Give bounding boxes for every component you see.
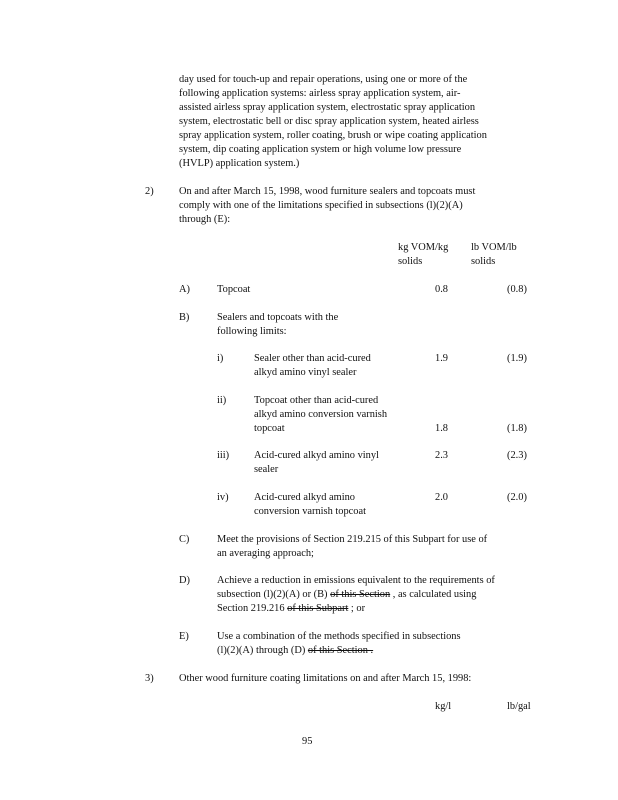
sub-i-line: alkyd amino vinyl sealer [254, 367, 357, 378]
itemD-line [217, 602, 365, 616]
itemC-line: Meet the provisions of Section 219.215 of this Subpart for use of [217, 534, 488, 545]
itemD-letter: D) [179, 575, 190, 586]
sub-iv-lb-value: (2.0) [507, 492, 527, 503]
itemA-letter: A) [179, 284, 190, 295]
col-header-lb-sub: solids [471, 256, 496, 267]
col-header-lb: lb VOM/lb [471, 242, 517, 253]
item2-line: On and after March 15, 1998, wood furniture sealers and topcoats must [179, 186, 476, 197]
itemB-line: Sealers and topcoats with the [217, 312, 339, 323]
sub-ii-kg-value: 1.8 [435, 423, 448, 434]
sub-iii-kg-value: 2.3 [435, 450, 448, 461]
sub-iv-kg-value: 2.0 [435, 492, 448, 503]
itemA-kg-value: 0.8 [435, 284, 448, 295]
sub-iii-lb-value: (2.3) [507, 450, 527, 461]
col-header-kg-sub: solids [398, 256, 423, 267]
itemB-line: following limits: [217, 326, 287, 337]
itemD-struck-text: of this Section [330, 589, 391, 600]
sub-ii-line: alkyd amino conversion varnish [254, 409, 388, 420]
sub-ii-lb-value: (1.8) [507, 423, 527, 434]
item2-line: through (E): [179, 214, 231, 225]
sub-ii-line: topcoat [254, 423, 285, 434]
itemD-text: Section 219.216 [217, 603, 288, 614]
sub-iii-number: iii) [217, 450, 230, 461]
unit-kg-per-liter: kg/l [435, 701, 452, 712]
itemA-lb-value: (0.8) [507, 284, 527, 295]
sub-iv-line: Acid-cured alkyd amino [254, 492, 355, 503]
intro-line: assisted airless spray application system, electrostatic spray application [179, 102, 476, 113]
itemE-text: (l)(2)(A) through (D) [217, 645, 308, 656]
itemE-line [217, 644, 373, 658]
itemE-letter: E) [179, 631, 189, 642]
itemD-text: , as calculated using [390, 589, 477, 600]
intro-line: following application systems: airless spray application system, air- [179, 88, 461, 99]
item2-line: comply with one of the limitations specified in subsections (l)(2)(A) [179, 200, 463, 211]
sub-i-number: i) [217, 353, 224, 364]
intro-line: (HVLP) application system.) [179, 158, 300, 169]
intro-line: system, electrostatic bell or disc spray application system, heated airless [179, 116, 479, 127]
itemA-label: Topcoat [217, 284, 251, 295]
item3-number: 3) [145, 673, 154, 684]
col-header-kg: kg VOM/kg [398, 242, 449, 253]
itemB-letter: B) [179, 312, 190, 323]
sub-i-lb-value: (1.9) [507, 353, 527, 364]
intro-line: day used for touch-up and repair operations, using one or more of the [179, 74, 468, 85]
item2-number: 2) [145, 186, 154, 197]
sub-ii-number: ii) [217, 395, 227, 406]
sub-iv-line: conversion varnish topcoat [254, 506, 366, 517]
sub-ii-line: Topcoat other than acid-cured [254, 395, 379, 406]
itemD-text: ; or [348, 603, 366, 614]
itemD-text: subsection (l)(2)(A) or (B) [217, 589, 331, 600]
itemE-struck-text: of this Section . [307, 645, 374, 656]
itemE-line: Use a combination of the methods specified in subsections [217, 631, 461, 642]
intro-line: spray application system, roller coating, brush or wipe coating application [179, 130, 487, 141]
item3-line: Other wood furniture coating limitations on and after March 15, 1998: [179, 673, 472, 684]
sub-i-line: Sealer other than acid-cured [254, 353, 371, 364]
itemC-line: an averaging approach; [217, 548, 314, 559]
itemD-line [217, 588, 476, 602]
sub-iv-number: iv) [217, 492, 229, 503]
sub-i-kg-value: 1.9 [435, 353, 448, 364]
itemD-struck-text: of this Subpart [287, 603, 349, 614]
itemC-letter: C) [179, 534, 190, 545]
page-number: 95 [302, 736, 313, 747]
sub-iii-line: sealer [254, 464, 279, 475]
itemD-line: Achieve a reduction in emissions equivalent to the requirements of [217, 575, 495, 586]
unit-lb-per-gallon: lb/gal [507, 701, 531, 712]
intro-line: system, dip coating application system or high volume low pressure [179, 144, 462, 155]
sub-iii-line: Acid-cured alkyd amino vinyl [254, 450, 379, 461]
